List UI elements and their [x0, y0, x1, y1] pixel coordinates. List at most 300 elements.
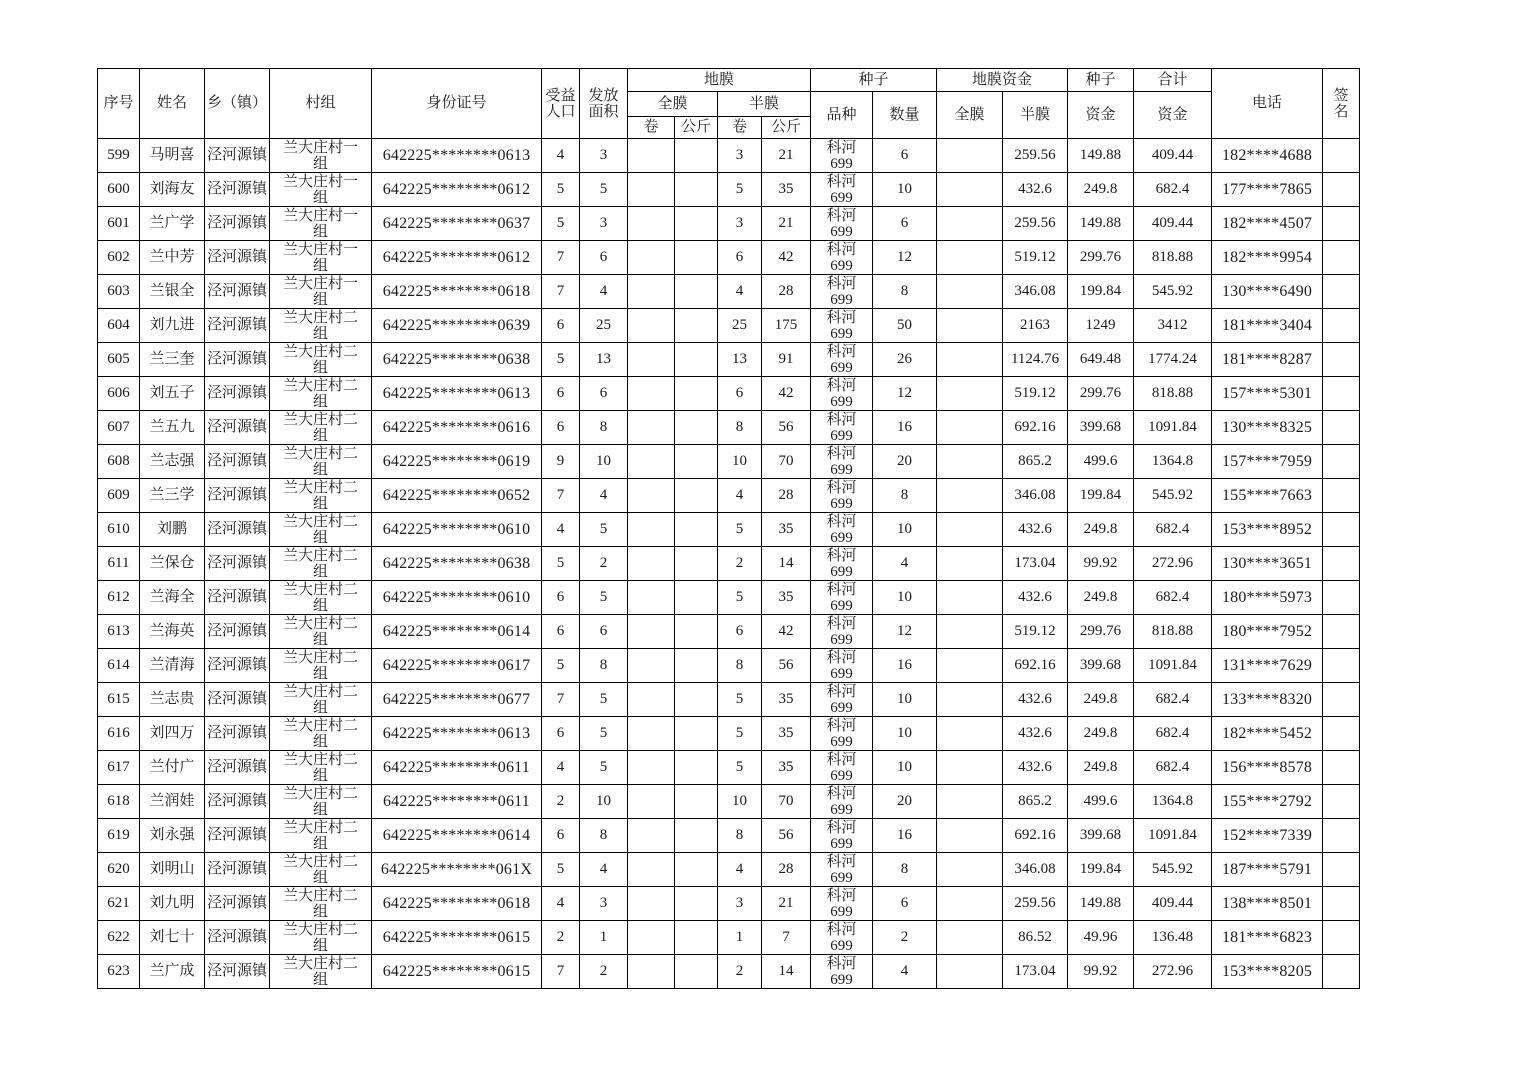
cell-film-half-kg: 35 — [762, 513, 811, 547]
cell-name: 刘七十 — [140, 921, 205, 955]
cell-film-half-roll: 5 — [718, 513, 762, 547]
cell-id-number: 642225********0610 — [372, 581, 542, 615]
cell-film-half-roll: 8 — [718, 649, 762, 683]
cell-seed-variety — [811, 445, 873, 479]
cell-name: 刘九明 — [140, 887, 205, 921]
cell-film-full-kg — [675, 173, 718, 207]
cell-signature — [1323, 207, 1360, 241]
cell-fund-film-full — [937, 853, 1003, 887]
cell-phone: 130****3651 — [1212, 547, 1323, 581]
cell-fund-total: 272.96 — [1134, 955, 1212, 989]
cell-seed-quantity: 8 — [873, 479, 937, 513]
cell-area: 3 — [580, 887, 628, 921]
cell-fund-film-full — [937, 479, 1003, 513]
cell-film-half-kg: 35 — [762, 581, 811, 615]
cell-name: 兰付广 — [140, 751, 205, 785]
cell-township: 泾河源镇 — [205, 343, 270, 377]
cell-seed-quantity: 50 — [873, 309, 937, 343]
cell-seed-variety — [811, 819, 873, 853]
cell-village — [270, 173, 372, 207]
cell-film-full-kg — [675, 717, 718, 751]
table-row — [98, 207, 1360, 241]
cell-film-full-roll — [628, 581, 675, 615]
cell-signature — [1323, 547, 1360, 581]
cell-area: 5 — [580, 581, 628, 615]
cell-film-full-roll — [628, 343, 675, 377]
cell-fund-total: 545.92 — [1134, 479, 1212, 513]
cell-fund-film-full — [937, 513, 1003, 547]
cell-film-half-roll: 6 — [718, 615, 762, 649]
cell-film-full-kg — [675, 683, 718, 717]
cell-village-text: 兰大庄村一组 — [282, 207, 358, 240]
cell-signature — [1323, 819, 1360, 853]
cell-film-full-kg — [675, 955, 718, 989]
cell-area: 5 — [580, 513, 628, 547]
cell-film-full-roll — [628, 479, 675, 513]
cell-village-text: 兰大庄村二组 — [282, 615, 358, 648]
cell-film-half-kg: 175 — [762, 309, 811, 343]
cell-fund-seed: 249.8 — [1068, 513, 1134, 547]
cell-village-text: 兰大庄村二组 — [282, 343, 358, 376]
cell-fund-film-full — [937, 717, 1003, 751]
header-beneficiaries — [542, 69, 580, 139]
cell-village — [270, 513, 372, 547]
cell-name: 兰广学 — [140, 207, 205, 241]
cell-township: 泾河源镇 — [205, 683, 270, 717]
cell-seed-variety-text: 科河699 — [826, 207, 857, 240]
cell-signature — [1323, 955, 1360, 989]
cell-seed-quantity: 10 — [873, 683, 937, 717]
cell-seed-variety-text: 科河699 — [826, 275, 857, 308]
cell-seed-variety — [811, 139, 873, 173]
cell-film-half-roll: 4 — [718, 479, 762, 513]
cell-fund-film-full — [937, 139, 1003, 173]
cell-phone: 181****8287 — [1212, 343, 1323, 377]
cell-film-half-kg: 56 — [762, 411, 811, 445]
cell-fund-seed: 499.6 — [1068, 445, 1134, 479]
cell-film-full-roll — [628, 547, 675, 581]
cell-township: 泾河源镇 — [205, 853, 270, 887]
cell-seed-quantity: 4 — [873, 955, 937, 989]
cell-fund-film-full — [937, 547, 1003, 581]
cell-seed-variety-text: 科河699 — [826, 649, 857, 682]
cell-phone: 155****2792 — [1212, 785, 1323, 819]
cell-film-full-kg — [675, 343, 718, 377]
cell-name: 兰清海 — [140, 649, 205, 683]
cell-seed-variety — [811, 921, 873, 955]
cell-fund-film-full — [937, 309, 1003, 343]
cell-seq: 612 — [98, 581, 140, 615]
cell-fund-film-full — [937, 377, 1003, 411]
cell-area: 13 — [580, 343, 628, 377]
cell-film-half-kg: 42 — [762, 241, 811, 275]
cell-film-half-roll: 13 — [718, 343, 762, 377]
cell-village-text: 兰大庄村二组 — [282, 411, 358, 444]
cell-film-full-roll — [628, 139, 675, 173]
cell-seq: 617 — [98, 751, 140, 785]
cell-fund-seed: 199.84 — [1068, 479, 1134, 513]
cell-village-text: 兰大庄村一组 — [282, 275, 358, 308]
cell-fund-film-half: 432.6 — [1003, 717, 1068, 751]
cell-signature — [1323, 717, 1360, 751]
table-row — [98, 785, 1360, 819]
header-township: 乡（镇） — [205, 69, 270, 139]
cell-phone: 130****6490 — [1212, 275, 1323, 309]
cell-seed-variety — [811, 717, 873, 751]
cell-village — [270, 887, 372, 921]
cell-signature — [1323, 241, 1360, 275]
cell-seed-variety-text: 科河699 — [826, 343, 857, 376]
cell-id-number: 642225********0615 — [372, 921, 542, 955]
cell-phone: 157****5301 — [1212, 377, 1323, 411]
table-row — [98, 853, 1360, 887]
cell-seq: 619 — [98, 819, 140, 853]
cell-seq: 601 — [98, 207, 140, 241]
cell-township: 泾河源镇 — [205, 649, 270, 683]
cell-fund-film-half: 2163 — [1003, 309, 1068, 343]
cell-township: 泾河源镇 — [205, 377, 270, 411]
cell-film-full-kg — [675, 241, 718, 275]
cell-seed-variety-text: 科河699 — [826, 751, 857, 784]
cell-fund-film-half: 432.6 — [1003, 513, 1068, 547]
cell-phone: 182****4688 — [1212, 139, 1323, 173]
cell-seed-variety-text: 科河699 — [826, 853, 857, 886]
cell-signature — [1323, 615, 1360, 649]
cell-seed-variety — [811, 751, 873, 785]
cell-village — [270, 241, 372, 275]
cell-fund-film-half: 519.12 — [1003, 241, 1068, 275]
cell-phone: 181****3404 — [1212, 309, 1323, 343]
cell-fund-total: 545.92 — [1134, 853, 1212, 887]
cell-id-number: 642225********0615 — [372, 955, 542, 989]
cell-seed-variety-text: 科河699 — [826, 309, 857, 342]
cell-fund-film-half: 865.2 — [1003, 785, 1068, 819]
cell-village — [270, 139, 372, 173]
cell-film-half-kg: 7 — [762, 921, 811, 955]
cell-township: 泾河源镇 — [205, 581, 270, 615]
header-id-number: 身份证号 — [372, 69, 542, 139]
cell-area: 4 — [580, 275, 628, 309]
cell-signature — [1323, 411, 1360, 445]
cell-area: 5 — [580, 173, 628, 207]
cell-village — [270, 649, 372, 683]
cell-film-half-kg: 35 — [762, 751, 811, 785]
cell-seed-quantity: 16 — [873, 649, 937, 683]
cell-film-half-kg: 28 — [762, 479, 811, 513]
cell-film-half-kg: 21 — [762, 887, 811, 921]
cell-seed-quantity: 8 — [873, 275, 937, 309]
cell-phone: 130****8325 — [1212, 411, 1323, 445]
cell-signature — [1323, 683, 1360, 717]
cell-signature — [1323, 513, 1360, 547]
cell-film-full-kg — [675, 411, 718, 445]
cell-film-full-roll — [628, 853, 675, 887]
cell-id-number: 642225********0610 — [372, 513, 542, 547]
cell-village — [270, 411, 372, 445]
cell-seed-quantity: 6 — [873, 887, 937, 921]
cell-id-number: 642225********0613 — [372, 377, 542, 411]
cell-seed-variety — [811, 785, 873, 819]
cell-seed-variety-text: 科河699 — [826, 411, 857, 444]
cell-film-half-roll: 3 — [718, 887, 762, 921]
cell-fund-seed: 149.88 — [1068, 207, 1134, 241]
header-fund-full: 全膜 — [937, 92, 1003, 139]
cell-film-full-kg — [675, 649, 718, 683]
cell-fund-film-half: 692.16 — [1003, 649, 1068, 683]
cell-beneficiaries: 6 — [542, 615, 580, 649]
cell-fund-total: 1774.24 — [1134, 343, 1212, 377]
cell-area: 5 — [580, 683, 628, 717]
cell-film-half-kg: 21 — [762, 139, 811, 173]
cell-film-full-kg — [675, 445, 718, 479]
header-name: 姓名 — [140, 69, 205, 139]
cell-seed-quantity: 20 — [873, 785, 937, 819]
cell-area: 2 — [580, 955, 628, 989]
cell-fund-film-full — [937, 819, 1003, 853]
cell-seq: 614 — [98, 649, 140, 683]
table-row — [98, 819, 1360, 853]
cell-id-number: 642225********0614 — [372, 615, 542, 649]
cell-seed-variety-text: 科河699 — [826, 513, 857, 546]
cell-phone: 180****7952 — [1212, 615, 1323, 649]
cell-film-half-kg: 14 — [762, 547, 811, 581]
cell-film-full-roll — [628, 309, 675, 343]
cell-village — [270, 275, 372, 309]
cell-beneficiaries: 6 — [542, 377, 580, 411]
cell-seed-variety-text: 科河699 — [826, 377, 857, 410]
cell-film-full-roll — [628, 411, 675, 445]
cell-village-text: 兰大庄村二组 — [282, 785, 358, 818]
cell-village — [270, 309, 372, 343]
cell-village — [270, 819, 372, 853]
cell-area: 5 — [580, 751, 628, 785]
cell-fund-film-half: 259.56 — [1003, 887, 1068, 921]
cell-seed-variety-text: 科河699 — [826, 241, 857, 274]
cell-film-half-roll: 4 — [718, 275, 762, 309]
cell-township: 泾河源镇 — [205, 139, 270, 173]
cell-seed-quantity: 20 — [873, 445, 937, 479]
cell-name: 刘永强 — [140, 819, 205, 853]
cell-village-text: 兰大庄村二组 — [282, 479, 358, 512]
cell-signature — [1323, 853, 1360, 887]
cell-film-full-kg — [675, 377, 718, 411]
cell-fund-film-half: 259.56 — [1003, 207, 1068, 241]
cell-phone: 153****8952 — [1212, 513, 1323, 547]
cell-film-full-kg — [675, 309, 718, 343]
cell-film-full-roll — [628, 921, 675, 955]
cell-phone: 180****5973 — [1212, 581, 1323, 615]
cell-village — [270, 751, 372, 785]
cell-beneficiaries: 4 — [542, 513, 580, 547]
cell-film-half-kg: 70 — [762, 785, 811, 819]
cell-beneficiaries: 6 — [542, 411, 580, 445]
header-quantity: 数量 — [873, 92, 937, 139]
cell-village — [270, 921, 372, 955]
header-village: 村组 — [270, 69, 372, 139]
cell-beneficiaries: 6 — [542, 717, 580, 751]
cell-seed-variety-text: 科河699 — [826, 173, 857, 206]
cell-name: 刘九进 — [140, 309, 205, 343]
cell-fund-total: 682.4 — [1134, 581, 1212, 615]
header-film-half: 半膜 — [718, 92, 811, 117]
cell-id-number: 642225********0612 — [372, 173, 542, 207]
cell-village — [270, 207, 372, 241]
cell-film-full-roll — [628, 955, 675, 989]
cell-phone: 138****8501 — [1212, 887, 1323, 921]
table-row — [98, 887, 1360, 921]
cell-fund-total: 682.4 — [1134, 751, 1212, 785]
cell-township: 泾河源镇 — [205, 173, 270, 207]
cell-film-full-kg — [675, 275, 718, 309]
cell-film-half-roll: 4 — [718, 853, 762, 887]
cell-seed-variety — [811, 309, 873, 343]
cell-film-full-kg — [675, 479, 718, 513]
table-row — [98, 173, 1360, 207]
header-film-group: 地膜 — [628, 69, 811, 92]
cell-area: 8 — [580, 411, 628, 445]
cell-fund-total: 409.44 — [1134, 139, 1212, 173]
cell-seed-quantity: 10 — [873, 513, 937, 547]
cell-seed-variety — [811, 649, 873, 683]
cell-film-half-roll: 1 — [718, 921, 762, 955]
table-row — [98, 139, 1360, 173]
cell-beneficiaries: 2 — [542, 921, 580, 955]
cell-fund-total: 682.4 — [1134, 173, 1212, 207]
cell-township: 泾河源镇 — [205, 887, 270, 921]
cell-seq: 621 — [98, 887, 140, 921]
cell-area: 6 — [580, 241, 628, 275]
header-film-funds-group: 地膜资金 — [937, 69, 1068, 92]
cell-village-text: 兰大庄村二组 — [282, 581, 358, 614]
cell-name: 兰保仓 — [140, 547, 205, 581]
cell-village — [270, 785, 372, 819]
cell-film-full-kg — [675, 547, 718, 581]
cell-township: 泾河源镇 — [205, 309, 270, 343]
cell-township: 泾河源镇 — [205, 921, 270, 955]
cell-fund-total: 818.88 — [1134, 377, 1212, 411]
cell-fund-film-half: 346.08 — [1003, 479, 1068, 513]
cell-beneficiaries: 7 — [542, 683, 580, 717]
cell-village-text: 兰大庄村二组 — [282, 309, 358, 342]
cell-beneficiaries: 5 — [542, 173, 580, 207]
cell-village-text: 兰大庄村二组 — [282, 955, 358, 988]
cell-name: 兰五九 — [140, 411, 205, 445]
cell-film-half-roll: 10 — [718, 445, 762, 479]
table-body — [98, 139, 1360, 989]
cell-fund-film-full — [937, 343, 1003, 377]
cell-id-number: 642225********0618 — [372, 887, 542, 921]
header-full-kg: 公斤 — [675, 117, 718, 139]
cell-beneficiaries: 6 — [542, 309, 580, 343]
cell-film-half-roll: 6 — [718, 241, 762, 275]
cell-id-number: 642225********0637 — [372, 207, 542, 241]
header-beneficiaries-label: 受益人口 — [545, 87, 576, 120]
cell-village-text: 兰大庄村二组 — [282, 921, 358, 954]
cell-village-text: 兰大庄村二组 — [282, 649, 358, 682]
cell-beneficiaries: 6 — [542, 819, 580, 853]
header-signature-label: 签名 — [1333, 87, 1349, 120]
cell-village-text: 兰大庄村二组 — [282, 887, 358, 920]
cell-film-full-roll — [628, 207, 675, 241]
cell-fund-film-half: 346.08 — [1003, 275, 1068, 309]
cell-phone: 182****5452 — [1212, 717, 1323, 751]
cell-film-full-kg — [675, 139, 718, 173]
cell-township: 泾河源镇 — [205, 207, 270, 241]
cell-fund-seed: 499.6 — [1068, 785, 1134, 819]
cell-fund-film-half: 173.04 — [1003, 547, 1068, 581]
cell-village — [270, 683, 372, 717]
cell-beneficiaries: 4 — [542, 751, 580, 785]
cell-fund-seed: 99.92 — [1068, 547, 1134, 581]
cell-seq: 600 — [98, 173, 140, 207]
cell-id-number: 642225********0619 — [372, 445, 542, 479]
cell-village-text: 兰大庄村一组 — [282, 139, 358, 172]
cell-seq: 613 — [98, 615, 140, 649]
cell-beneficiaries: 7 — [542, 275, 580, 309]
cell-film-half-roll: 5 — [718, 717, 762, 751]
cell-seed-quantity: 16 — [873, 819, 937, 853]
cell-seq: 623 — [98, 955, 140, 989]
cell-film-half-kg: 70 — [762, 445, 811, 479]
subsidy-distribution-table — [97, 68, 1360, 989]
cell-fund-seed: 249.8 — [1068, 173, 1134, 207]
cell-fund-total: 818.88 — [1134, 615, 1212, 649]
cell-film-full-roll — [628, 649, 675, 683]
cell-seed-variety — [811, 411, 873, 445]
cell-township: 泾河源镇 — [205, 411, 270, 445]
cell-fund-film-full — [937, 445, 1003, 479]
cell-fund-film-full — [937, 173, 1003, 207]
cell-signature — [1323, 445, 1360, 479]
cell-beneficiaries: 4 — [542, 139, 580, 173]
cell-fund-seed: 249.8 — [1068, 717, 1134, 751]
cell-area: 8 — [580, 819, 628, 853]
cell-id-number: 642225********0652 — [372, 479, 542, 513]
cell-fund-seed: 399.68 — [1068, 819, 1134, 853]
cell-seed-quantity: 2 — [873, 921, 937, 955]
cell-fund-film-half: 432.6 — [1003, 751, 1068, 785]
cell-id-number: 642225********0611 — [372, 785, 542, 819]
cell-fund-seed: 99.92 — [1068, 955, 1134, 989]
cell-seq: 604 — [98, 309, 140, 343]
cell-fund-film-full — [937, 683, 1003, 717]
cell-fund-film-full — [937, 207, 1003, 241]
cell-name: 刘鹏 — [140, 513, 205, 547]
cell-seed-variety-text: 科河699 — [826, 547, 857, 580]
cell-seed-variety — [811, 479, 873, 513]
header-total-top: 合计 — [1134, 69, 1212, 92]
cell-fund-film-half: 432.6 — [1003, 683, 1068, 717]
cell-fund-film-half: 86.52 — [1003, 921, 1068, 955]
cell-name: 刘海友 — [140, 173, 205, 207]
header-half-kg: 公斤 — [762, 117, 811, 139]
cell-beneficiaries: 5 — [542, 207, 580, 241]
cell-seq: 602 — [98, 241, 140, 275]
cell-film-full-kg — [675, 751, 718, 785]
cell-seed-variety-text: 科河699 — [826, 921, 857, 954]
cell-film-half-kg: 28 — [762, 853, 811, 887]
cell-name: 兰海全 — [140, 581, 205, 615]
cell-village-text: 兰大庄村二组 — [282, 751, 358, 784]
cell-film-half-kg: 91 — [762, 343, 811, 377]
cell-film-half-roll: 25 — [718, 309, 762, 343]
table-row — [98, 513, 1360, 547]
cell-name: 兰三学 — [140, 479, 205, 513]
cell-seed-variety — [811, 615, 873, 649]
cell-fund-seed: 649.48 — [1068, 343, 1134, 377]
table-row — [98, 411, 1360, 445]
cell-area: 2 — [580, 547, 628, 581]
